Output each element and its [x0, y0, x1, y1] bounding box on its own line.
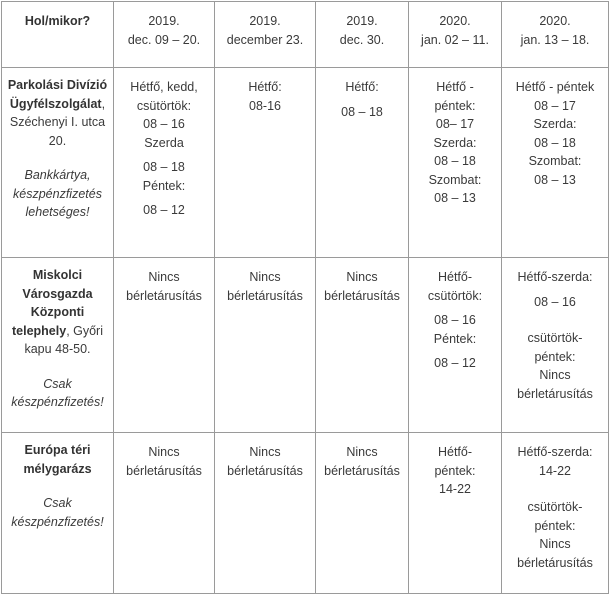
schedule-cell: Hétfő: 08-16 — [215, 68, 316, 258]
schedule-cell: Nincs bérletárusítás — [114, 258, 215, 433]
payment-note: Csak készpénzfizetés! — [11, 376, 104, 409]
schedule-cell: Hétfő- péntek: 14-22 — [409, 433, 502, 594]
location-text: Parkolási Divízió Ügyfélszolgálat, Széchenyi I. utca 20. — [7, 78, 108, 148]
location-text: Európa téri mélygarázs — [23, 443, 92, 476]
schedule-cell: Hétfő: 08 – 18 — [316, 68, 409, 258]
schedule-cell: Nincs bérletárusítás — [215, 258, 316, 433]
header-col-4: 2020. jan. 02 – 11. — [409, 2, 502, 68]
table-row — [2, 433, 609, 594]
header-col-3: 2019. dec. 30. — [316, 2, 409, 68]
header-where-when: Hol/mikor? — [2, 2, 114, 68]
schedule-cell: Hétfő, kedd, csütörtök: 08 – 16 Szerda 08 – 18 Péntek: 08 – 12 — [114, 68, 215, 258]
header-row — [2, 2, 609, 68]
schedule-cell: Nincs bérletárusítás — [114, 433, 215, 594]
header-col-5: 2020. jan. 13 – 18. — [502, 2, 609, 68]
schedule-cell: Nincs bérletárusítás — [316, 258, 409, 433]
schedule-cell: Hétfő - péntek 08 – 17 Szerda: 08 – 18 Szombat: 08 – 13 — [502, 68, 609, 258]
schedule-cell: Hétfő-szerda: 14-22 csütörtök- péntek: Nincs bérletárusítás — [502, 433, 609, 594]
location-cell — [2, 68, 114, 258]
location-cell — [2, 433, 114, 594]
schedule-cell: Hétfő-szerda: 08 – 16 csütörtök- péntek: Nincs bérletárusítás — [502, 258, 609, 433]
table-row — [2, 68, 609, 258]
schedule-table — [1, 1, 609, 594]
header-col-2: 2019. december 23. — [215, 2, 316, 68]
schedule-cell: Nincs bérletárusítás — [316, 433, 409, 594]
location-cell — [2, 258, 114, 433]
schedule-cell: Hétfő- csütörtök: 08 – 16 Péntek: 08 – 12 — [409, 258, 502, 433]
schedule-cell: Hétfő - péntek: 08– 17 Szerda: 08 – 18 Szombat: 08 – 13 — [409, 68, 502, 258]
payment-note: Csak készpénzfizetés! — [11, 496, 104, 529]
schedule-cell: Nincs bérletárusítás — [215, 433, 316, 594]
table-row — [2, 258, 609, 433]
header-col-1: 2019. dec. 09 – 20. — [114, 2, 215, 68]
payment-note: Bankkártya, készpénzfizetés lehetséges! — [13, 168, 102, 219]
location-text: Miskolci Városgazda Központi telephely, Győri kapu 48-50. — [12, 268, 103, 356]
